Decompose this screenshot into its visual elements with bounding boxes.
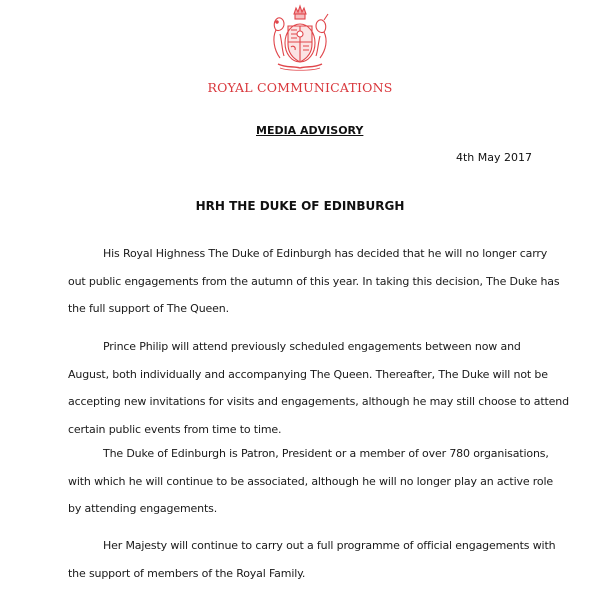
document-type-label: MEDIA ADVISORY — [256, 124, 364, 137]
document-date: 4th May 2017 — [455, 151, 532, 164]
paragraph-1 — [68, 240, 560, 323]
paragraph-4 — [68, 532, 556, 587]
paragraph-line: out public engagements from the autumn of this year. In taking this decision, The Duke has — [68, 274, 560, 288]
organisation-name: ROYAL COMMUNICATIONS — [207, 80, 393, 95]
paragraph-line: His Royal Highness The Duke of Edinburgh has decided that he will no longer carry — [103, 247, 548, 260]
paragraph-line: the full support of The Queen. — [68, 302, 229, 315]
paragraph-line: with which he will continue to be associated, although he will no longer play an active role — [68, 474, 554, 488]
document-title: HRH THE DUKE OF EDINBURGH — [195, 199, 405, 213]
paragraph-line: by attending engagements. — [68, 502, 218, 515]
royal-coat-of-arms-icon — [268, 4, 332, 74]
paragraph-line: August, both individually and accompanying The Queen. Thereafter, The Duke will not be — [68, 367, 548, 381]
paragraph-line: accepting new invitations for visits and engagements, although he may still choose to attend — [68, 395, 569, 408]
paragraph-line: certain public events from time to time. — [68, 422, 282, 436]
paragraph-2 — [68, 333, 569, 443]
paragraph-3 — [68, 440, 554, 523]
paragraph-line: the support of members of the Royal Family. — [68, 566, 306, 580]
paragraph-line: Prince Philip will attend previously scheduled engagements between now and — [103, 340, 521, 353]
paragraph-line: The Duke of Edinburgh is Patron, President or a member of over 780 organisations, — [103, 447, 549, 460]
paragraph-line: Her Majesty will continue to carry out a full programme of official engagements with — [103, 539, 556, 552]
